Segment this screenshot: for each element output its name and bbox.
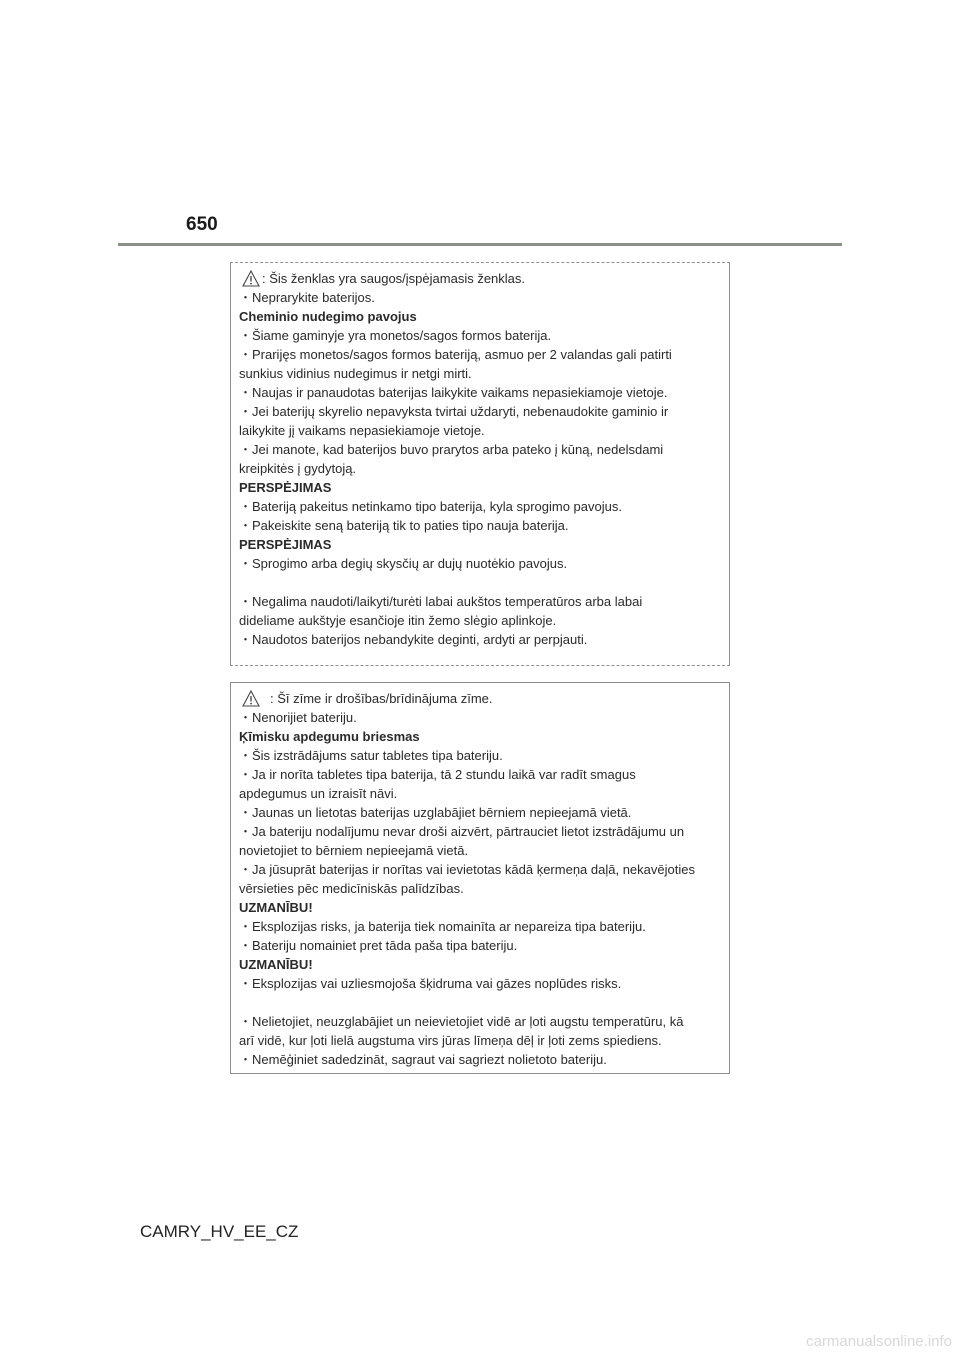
warning-line: ・Nenorijiet bateriju.: [239, 710, 357, 725]
warning-line: ・Šis izstrādājums satur tabletes tipa bateriju.: [239, 748, 503, 763]
footer-model-code: CAMRY_HV_EE_CZ: [140, 1222, 299, 1241]
warning-line: ・Bateriju nomainiet pret tāda paša tipa bateriju.: [239, 938, 518, 953]
warning-line: arī vidē, kur ļoti lielā augstuma virs jūras līmeņa dēļ ir ļoti zems spiediens.: [239, 1033, 662, 1048]
symbol-note-line: [239, 689, 721, 708]
warning-line: ・Eksplozijas vai uzliesmojoša šķidruma vai gāzes noplūdes risks.: [239, 976, 622, 991]
warning-line: ・Jei baterijų skyrelio nepavyksta tvirtai uždaryti, nebenaudokite gaminio ir: [239, 404, 669, 419]
warning-line: ・Neprarykite baterijos.: [239, 290, 375, 305]
warning-line: ・Pakeiskite seną bateriją tik to paties tipo nauja baterija.: [239, 518, 569, 533]
page-number: 650: [186, 214, 218, 235]
warning-line: ・Sprogimo arba degių skysčių ar dujų nuotėkio pavojus.: [239, 556, 568, 571]
section-heading: PERSPĖJIMAS: [239, 480, 332, 495]
symbol-note-text: : Šis ženklas yra saugos/įspėjamasis ženklas.: [262, 271, 526, 286]
warning-line: ・Ja jūsuprāt baterijas ir norītas vai ievietotas kādā ķermeņa daļā, nekavējoties: [239, 862, 695, 877]
warning-line: ・Jaunas un lietotas baterijas uzglabājiet bērniem nepieejamā vietā.: [239, 805, 632, 820]
warning-line: ・Bateriją pakeitus netinkamo tipo baterija, kyla sprogimo pavojus.: [239, 499, 622, 514]
section-heading: UZMANĪBU!: [239, 957, 313, 972]
warning-line: ・Ja bateriju nodalījumu nevar droši aizvērt, pārtrauciet lietot izstrādājumu un: [239, 824, 685, 839]
warning-line: ・Jei manote, kad baterijos buvo prarytos arba pateko į kūną, nedelsdami: [239, 442, 664, 457]
warning-line: dideliame aukštyje esančioje itin žemo slėgio aplinkoje.: [239, 613, 557, 628]
symbol-note-line: [239, 269, 721, 288]
warning-line: ・Šiame gaminyje yra monetos/sagos formos baterija.: [239, 328, 552, 343]
header-rule: [118, 243, 842, 246]
warning-line: ・Prarijęs monetos/sagos formos bateriją, asmuo per 2 valandas gali patirti: [239, 347, 672, 362]
lithuanian-warning-box: [230, 262, 730, 666]
warning-line: kreipkitės į gydytoją.: [239, 461, 357, 476]
warning-line: ・Nelietojiet, neuzglabājiet un neievietojiet vidē ar ļoti augstu temperatūru, kā: [239, 1014, 684, 1029]
warning-line: vērsieties pēc medicīniskās palīdzības.: [239, 881, 464, 896]
section-heading: UZMANĪBU!: [239, 900, 313, 915]
warning-triangle-icon: [242, 270, 260, 287]
warning-line: laikykite jį vaikams nepasiekiamoje vietoje.: [239, 423, 485, 438]
latvian-warning-box: [230, 682, 730, 1074]
warning-line: novietojiet to bērniem nepieejamā vietā.: [239, 843, 469, 858]
warning-line: ・Eksplozijas risks, ja baterija tiek nomainīta ar nepareiza tipa bateriju.: [239, 919, 646, 934]
warning-lines: [239, 708, 721, 1069]
warning-line: ・Negalima naudoti/laikyti/turėti labai aukštos temperatūros arba labai: [239, 594, 643, 609]
section-heading: PERSPĖJIMAS: [239, 537, 332, 552]
warning-line: sunkius vidinius nudegimus ir netgi mirti.: [239, 366, 472, 381]
watermark: carmanualsonline.info: [806, 1333, 952, 1350]
section-heading: Cheminio nudegimo pavojus: [239, 309, 417, 324]
warning-line: ・Nemēģiniet sadedzināt, sagraut vai sagriezt nolietoto bateriju.: [239, 1052, 607, 1067]
warning-line: ・Ja ir norīta tabletes tipa baterija, tā 2 stundu laikā var radīt smagus: [239, 767, 636, 782]
warning-lines: [239, 288, 721, 649]
warning-line: ・Naudotos baterijos nebandykite deginti, ardyti ar perpjauti.: [239, 632, 588, 647]
symbol-note-text: : Šī zīme ir drošības/brīdinājuma zīme.: [270, 691, 493, 706]
section-heading: Ķīmisku apdegumu briesmas: [239, 729, 420, 744]
warning-line: ・Naujas ir panaudotas baterijas laikykite vaikams nepasiekiamoje vietoje.: [239, 385, 668, 400]
warning-triangle-icon: [242, 690, 260, 707]
warning-line: apdegumus un izraisīt nāvi.: [239, 786, 398, 801]
